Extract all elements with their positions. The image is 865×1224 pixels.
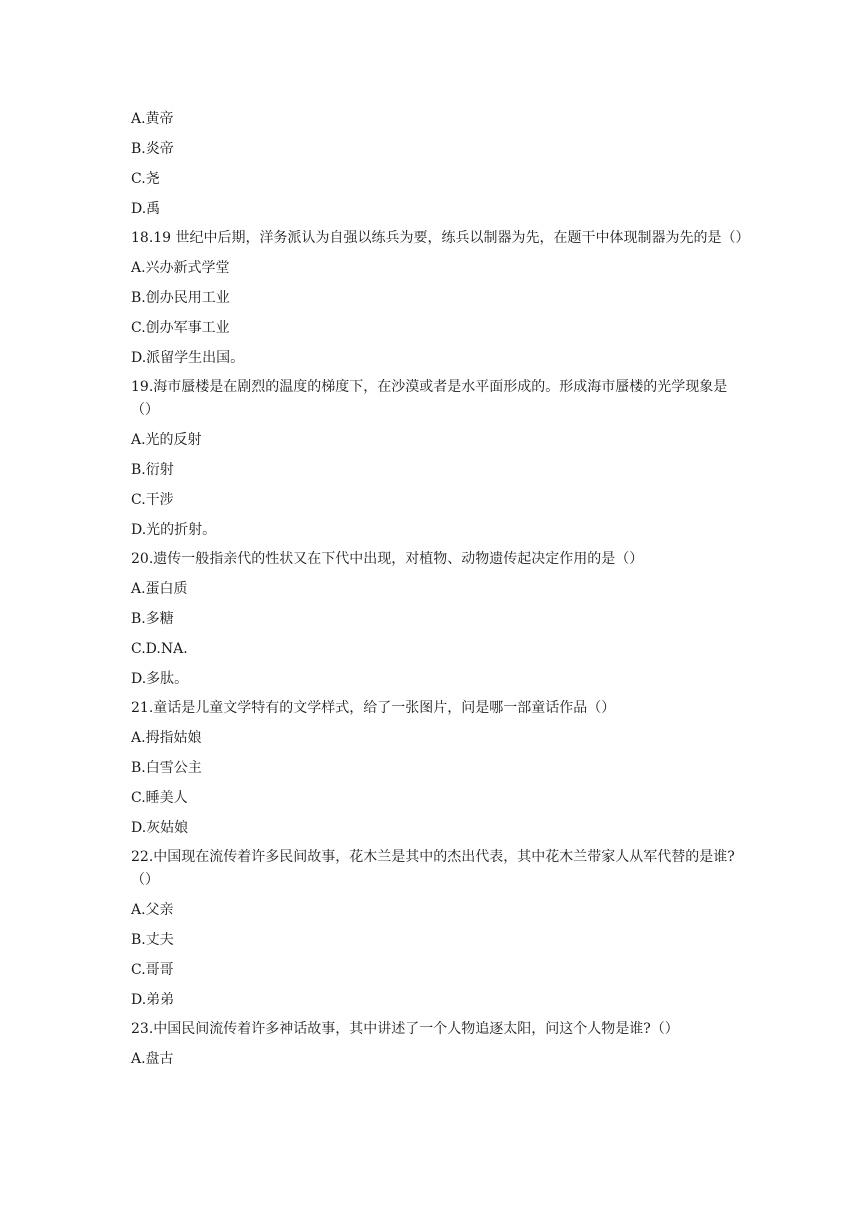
answer-option: D.光的折射。 [131, 522, 217, 538]
answer-option: B.创办民用工业 [131, 290, 230, 306]
answer-option: B.多糖 [131, 611, 174, 627]
answer-option: A.蛋白质 [131, 581, 188, 597]
answer-option: D.派留学生出国。 [131, 350, 245, 366]
answer-option: B.丈夫 [131, 932, 174, 948]
answer-option: C.哥哥 [131, 962, 174, 978]
answer-option: C.干涉 [131, 492, 174, 508]
answer-option: D.弟弟 [131, 992, 175, 1008]
question-text: 20.遗传一般指亲代的性状又在下代中出现，对植物、动物遗传起决定作用的是（） [131, 551, 644, 567]
question-text: 22.中国现在流传着许多民间故事，花木兰是其中的杰出代表，其中花木兰带家人从军代替的是谁?（） [131, 849, 735, 888]
question-text: 19.海市蜃楼是在剧烈的温度的梯度下，在沙漠或者是水平面形成的。形成海市蜃楼的光学现象是（） [131, 379, 728, 418]
answer-option: D.多肽。 [131, 671, 189, 687]
question-text: 23.中国民间流传着许多神话故事，其中讲述了一个人物追逐太阳，问这个人物是谁?（） [131, 1021, 679, 1037]
question-text: 21.童话是儿童文学特有的文学样式，给了一张图片，问是哪一部童话作品（） [131, 700, 616, 716]
answer-option: A.盘古 [131, 1051, 174, 1067]
answer-option: B.炎帝 [131, 141, 174, 157]
answer-option: D.禹 [131, 201, 161, 217]
answer-option: C.睡美人 [131, 790, 188, 806]
document-page [131, 104, 750, 1074]
answer-option: A.光的反射 [131, 432, 202, 448]
answer-option: C.D.NA. [131, 641, 188, 657]
answer-option: D.灰姑娘 [131, 820, 189, 836]
answer-option: C.创办军事工业 [131, 320, 230, 336]
answer-option: B.衍射 [131, 462, 174, 478]
answer-option: A.兴办新式学堂 [131, 260, 230, 276]
answer-option: A.黄帝 [131, 111, 174, 127]
answer-option: C.尧 [131, 171, 160, 187]
answer-option: A.拇指姑娘 [131, 730, 202, 746]
question-text: 18.19 世纪中后期，洋务派认为自强以练兵为要，练兵以制器为先，在题干中体现制器为先的是（） [131, 230, 750, 246]
answer-option: A.父亲 [131, 902, 174, 918]
answer-option: B.白雪公主 [131, 760, 202, 776]
